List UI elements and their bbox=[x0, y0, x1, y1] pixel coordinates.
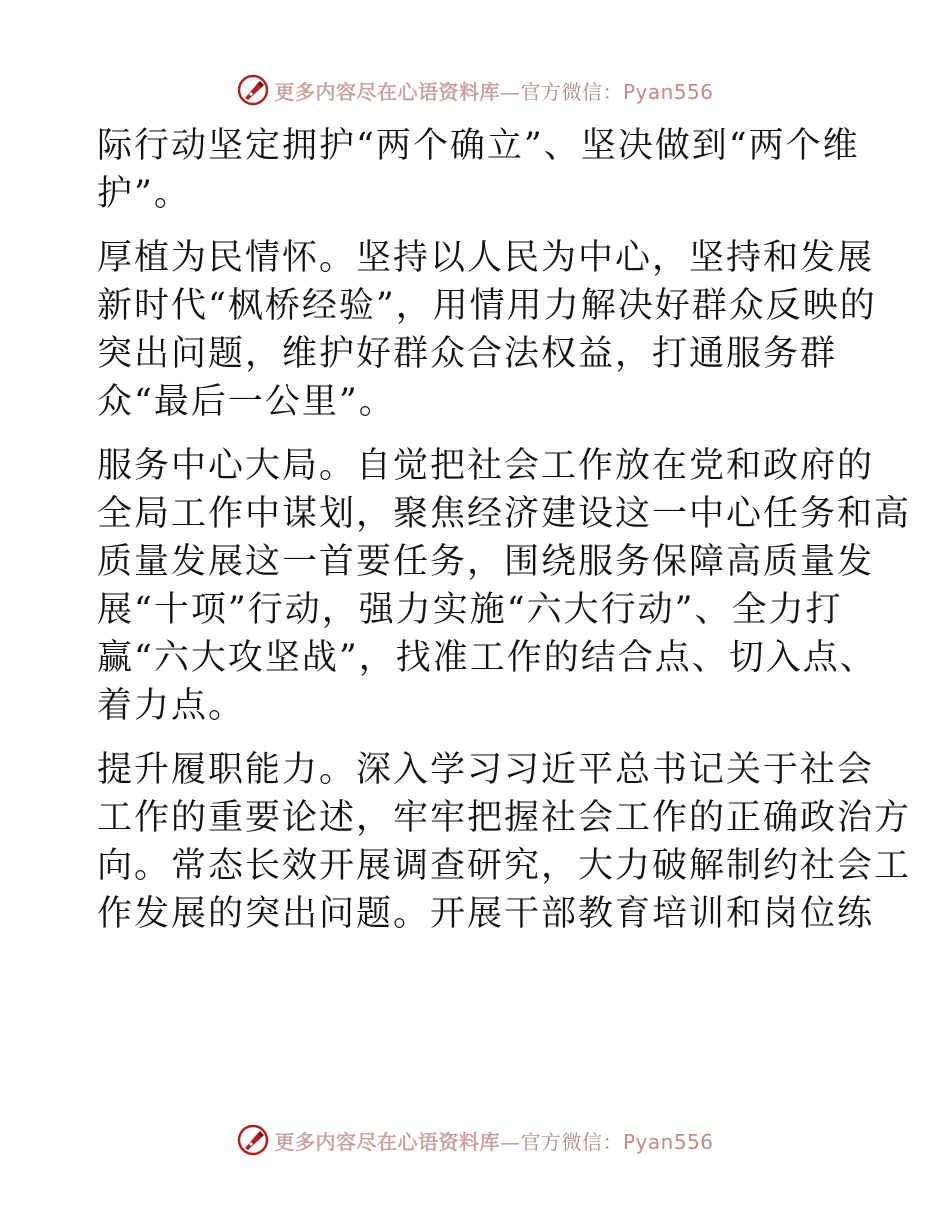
text-line: 工作的重要论述，牢牢把握社会工作的正确政治方 bbox=[97, 798, 912, 838]
watermark-brand: 更多内容尽在心语资料库 bbox=[274, 1129, 500, 1154]
watermark-text bbox=[274, 1126, 713, 1155]
text-line: 着力点。 bbox=[97, 686, 246, 726]
pen-nib-logo-icon bbox=[236, 73, 270, 107]
text-line: 质量发展这一首要任务，围绕服务保障高质量发 bbox=[97, 542, 875, 582]
watermark-separator: — bbox=[499, 1129, 521, 1154]
text-line: 厚植为民情怀。坚持以人民为中心，坚持和发展 bbox=[97, 238, 875, 278]
paragraph-1 bbox=[97, 122, 860, 218]
text-line: 赢“六大攻坚战”，找准工作的结合点、切入点、 bbox=[97, 638, 877, 678]
watermark-contact: 官方微信： bbox=[520, 1129, 623, 1154]
text-line: 服务中心大局。自觉把社会工作放在党和政府的 bbox=[97, 446, 875, 486]
header-watermark bbox=[0, 70, 950, 110]
paragraph-4 bbox=[97, 746, 912, 938]
text-line: 作发展的突出问题。开展干部教育培训和岗位练 bbox=[97, 894, 875, 934]
text-line: 提升履职能力。深入学习习近平总书记关于社会 bbox=[97, 750, 875, 790]
document-body bbox=[97, 122, 912, 954]
text-line: 突出问题，维护好群众合法权益，打通服务群 bbox=[97, 334, 838, 374]
watermark-wechat-id: Pyan556 bbox=[622, 79, 714, 104]
text-line: 新时代“枫桥经验”，用情用力解决好群众反映的 bbox=[97, 286, 877, 326]
text-line: 向。常态长效开展调查研究，大力破解制约社会工 bbox=[97, 846, 912, 886]
text-line: 际行动坚定拥护“两个确立”、坚决做到“两个维 bbox=[97, 126, 860, 166]
paragraph-2 bbox=[97, 234, 877, 426]
text-line: 护”。 bbox=[97, 174, 191, 214]
footer-watermark bbox=[0, 1120, 950, 1160]
watermark-brand: 更多内容尽在心语资料库 bbox=[274, 79, 500, 104]
text-line: 众“最后一公里”。 bbox=[97, 382, 396, 422]
text-line: 展“十项”行动，强力实施“六大行动”、全力打 bbox=[97, 590, 843, 630]
watermark-contact: 官方微信： bbox=[520, 79, 623, 104]
paragraph-3 bbox=[97, 442, 912, 730]
watermark-wechat-id: Pyan556 bbox=[622, 1129, 714, 1154]
pen-nib-logo-icon bbox=[236, 1123, 270, 1157]
watermark-separator: — bbox=[499, 79, 521, 104]
watermark-text bbox=[274, 76, 713, 105]
text-line: 全局工作中谋划，聚焦经济建设这一中心任务和高 bbox=[97, 494, 912, 534]
